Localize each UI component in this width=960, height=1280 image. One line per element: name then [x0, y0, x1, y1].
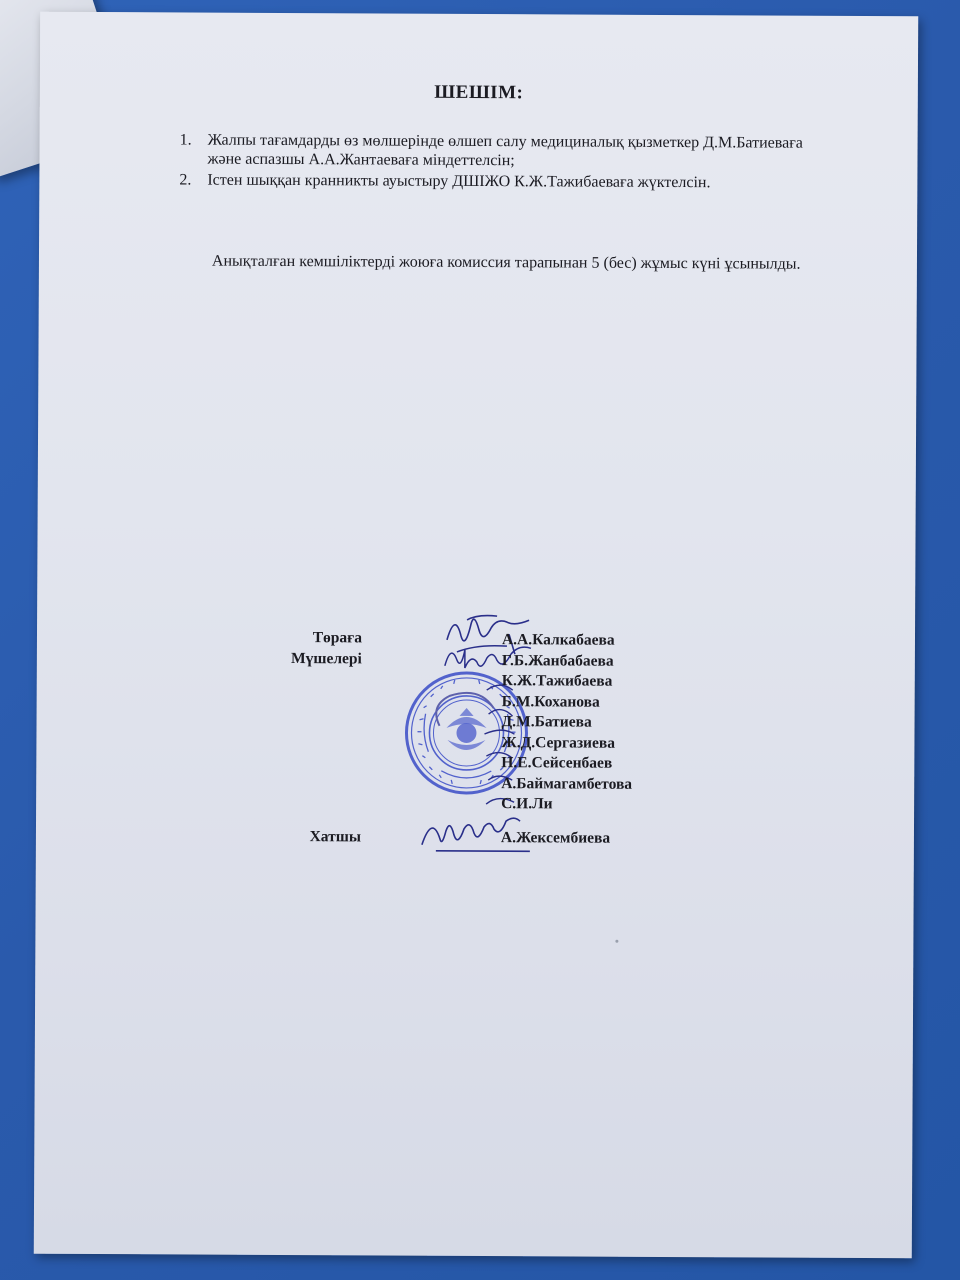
members-label: Мүшелері [290, 650, 362, 668]
secretary-name: А.Жексембиева [500, 829, 611, 847]
member-name: Г.Б.Жанбабаева [501, 651, 614, 670]
deadline-note: Анықталған кемшіліктерді жоюға комиссия тарапынан 5 (бес) жұмыс күні ұсынылды. [211, 252, 801, 273]
member-name: А.Баймагамбетова [501, 774, 633, 793]
document-title: ШЕШІМ: [434, 81, 524, 104]
decision-number: 2. [179, 171, 192, 189]
member-name: Ж.Д.Сергазиева [501, 733, 616, 752]
member-name: Б.М.Коханова [501, 692, 600, 711]
decision-text-line: Жалпы тағамдарды өз мөлшерінде өлшеп салу медициналық қызметкер Д.М.Батиеваға [207, 131, 803, 152]
paper-speck [615, 940, 618, 943]
decision-list [179, 130, 879, 195]
secretary-label: Хатшы [309, 828, 361, 846]
commission-names [501, 630, 633, 815]
decision-number: 1. [179, 131, 192, 149]
document-sheet [34, 12, 918, 1259]
decision-text-line: және аспазшы А.А.Жантаеваға міндеттелсін; [207, 150, 515, 170]
commission-block [246, 627, 687, 869]
member-name: К.Ж.Тажибаева [501, 672, 613, 690]
decision-item-1 [179, 130, 879, 172]
member-name: Д.М.Батиева [501, 713, 592, 731]
decision-text-line: Істен шыққан кранникты ауыстыру ДШІЖО К.Ж.Тажибаеваға жүктелсін. [207, 171, 711, 192]
chair-label: Төраға [312, 629, 363, 647]
decision-item-2 [179, 170, 879, 193]
member-name: С.И.Ли [501, 795, 553, 813]
member-name: Н.Е.Сейсенбаев [501, 754, 613, 772]
member-name: А.А.Калкабаева [501, 631, 615, 649]
